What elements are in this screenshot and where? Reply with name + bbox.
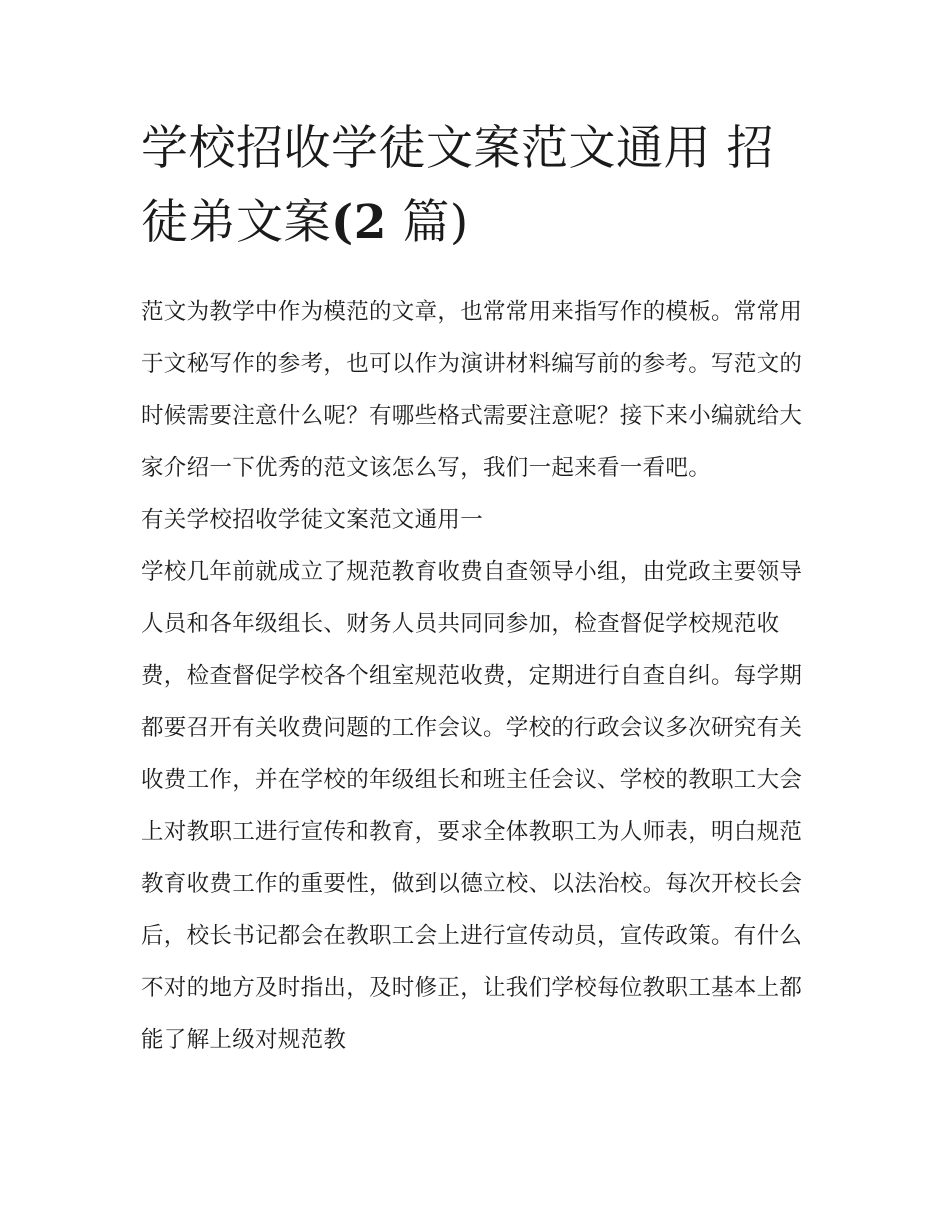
document-title	[141, 112, 813, 260]
intro-paragraph: 范文为教学中作为模范的文章，也常常用来指写作的模板。常常用于文秘写作的参考，也可以作为演讲材料编写前的参考。写范文的时候需要注意什么呢？有哪些格式需要注意呢？接下来小编就给大家介绍一下优秀的范文该怎么写，我们一起来看一看吧。	[141, 299, 803, 481]
section-body-paragraph: 学校几年前就成立了规范教育收费自查领导小组，由党政主要领导人员和各年级组长、财务人员共同同参加，检查督促学校规范收费，检查督促学校各个组室规范收费，定期进行自查自纠。每学期都要召开有关收费问题的工作会议。学校的行政会议多次研究有关收费工作，并在学校的年级组长和班主任会议、学校的教职工大会上对教职工进行宣传和教育，要求全体教职工为人师表，明白规范教育收费工作的重要性，做到以德立校、以法治校。每次开校长会后，校长书记都会在教职工会上进行宣传动员，宣传政策。有什么不对的地方及时指出，及时修正，让我们学校每位教职工基本上都能了解上级对规范教	[141, 559, 803, 1053]
title-suffix: 篇)	[386, 195, 469, 250]
section-heading: 有关学校招收学徒文案范文通用一	[141, 507, 484, 533]
document-page	[141, 112, 813, 1066]
title-count: (2	[331, 195, 387, 250]
title-text: 学校招收学徒文案范文通用 招徒弟文案	[141, 121, 774, 250]
